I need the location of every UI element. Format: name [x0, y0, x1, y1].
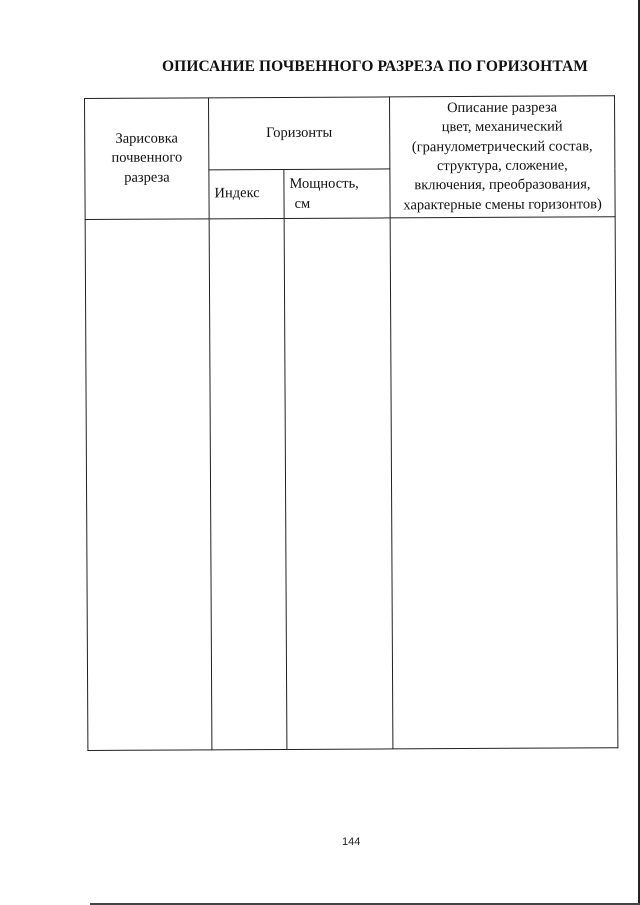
header-horizons: Горизонты — [209, 97, 390, 170]
header-description — [390, 96, 616, 218]
cell-description[interactable] — [390, 217, 618, 749]
header-thickness-line-2: см — [294, 195, 311, 212]
header-description-line-6: характерные смены горизонтов) — [403, 195, 602, 213]
soil-profile-table — [84, 95, 618, 751]
header-sketch-line-2: почвенного — [111, 149, 183, 167]
page-title: ОПИСАНИЕ ПОЧВЕННОГО РАЗРЕЗА ПО ГОРИЗОНТАМ — [162, 58, 589, 75]
cell-sketch[interactable] — [85, 219, 212, 751]
header-sketch-line-1: Зарисовка — [115, 130, 179, 147]
header-description-line-3: (гранулометрический состав, — [411, 138, 593, 155]
header-thickness — [284, 169, 390, 219]
header-description-line-2: цвет, механический — [441, 118, 563, 136]
cell-thickness[interactable] — [284, 218, 393, 750]
header-thickness-line-1: Мощность, — [289, 175, 359, 192]
header-sketch — [85, 98, 210, 220]
header-index: Индекс — [209, 169, 284, 218]
cell-index[interactable] — [209, 218, 287, 749]
header-description-line-5: включения, преобразования, — [414, 176, 591, 194]
page-number: 144 — [342, 836, 361, 848]
header-description-line-4: структура, сложение, — [436, 157, 568, 175]
header-description-line-1: Описание разреза — [447, 99, 558, 117]
header-sketch-line-3: разреза — [124, 169, 170, 186]
